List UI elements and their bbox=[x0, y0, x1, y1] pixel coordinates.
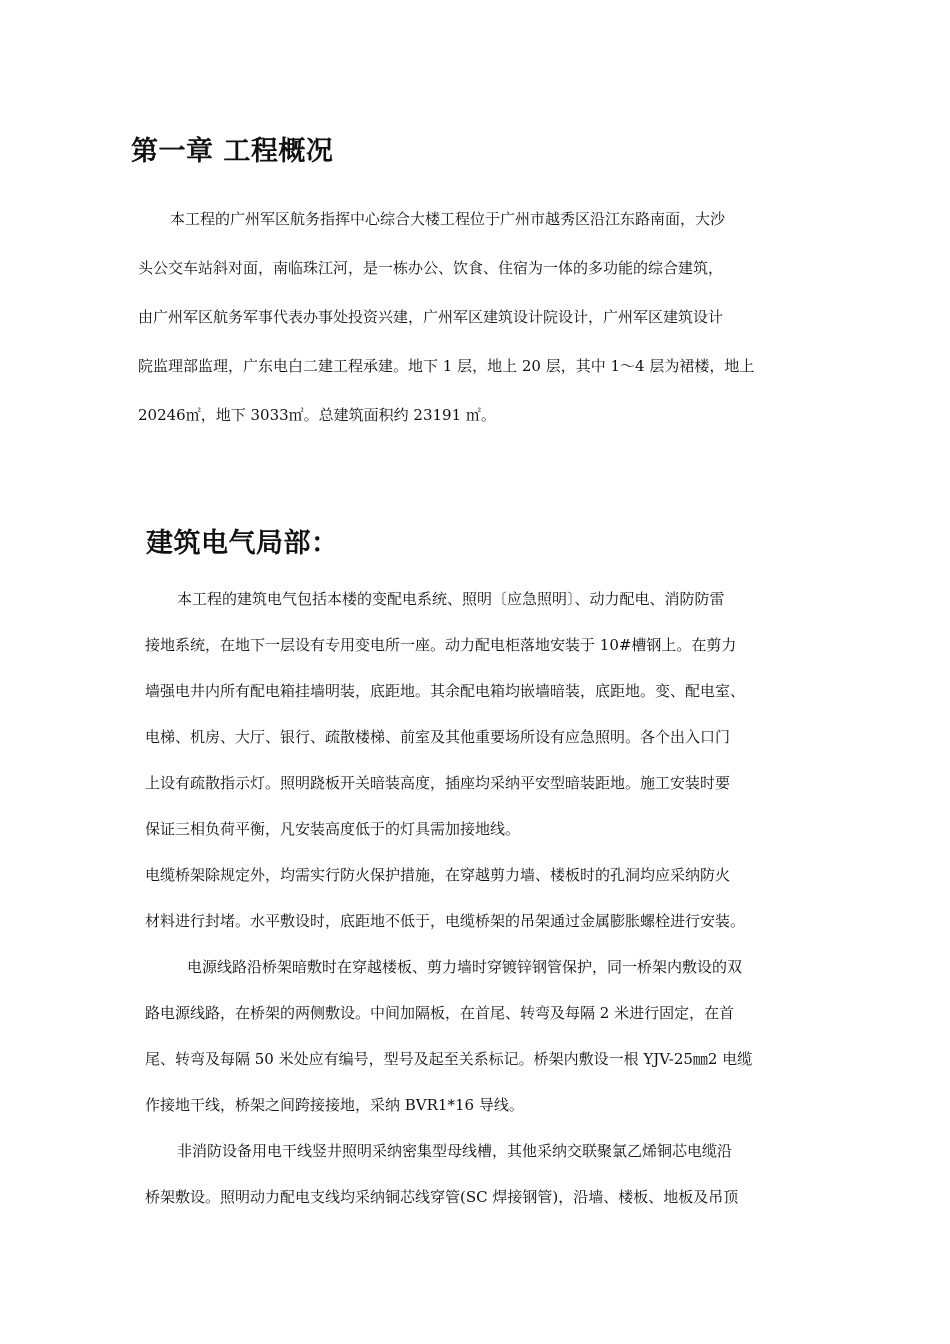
overview-paragraph bbox=[138, 195, 818, 440]
electrical-line: 材料进行封堵。水平敷设时，底距地不低于，电缆桥架的吊架通过金属膨胀螺栓进行安装。 bbox=[145, 912, 746, 930]
chapter-title: 第一章 工程概况 bbox=[131, 136, 334, 167]
electrical-line: 电缆桥架除规定外，均需实行防火保护措施，在穿越剪力墙、楼板时的孔洞均应采纳防火 bbox=[145, 866, 731, 884]
electrical-line: 上设有疏散指示灯。照明跷板开关暗装高度，插座均采纳平安型暗装距地。施工安装时要 bbox=[145, 774, 731, 792]
overview-line: 头公交车站斜对面，南临珠江河，是一栋办公、饮食、住宿为一体的多功能的综合建筑， bbox=[138, 259, 724, 277]
electrical-line: 电梯、机房、大厅、银行、疏散楼梯、前室及其他重要场所设有应急照明。各个出入口门 bbox=[145, 728, 731, 746]
overview-line: 本工程的广州军区航务指挥中心综合大楼工程位于广州市越秀区沿江东路南面，大沙 bbox=[170, 210, 726, 228]
electrical-line: 本工程的建筑电气包括本楼的变配电系统、照明〔应急照明〕、动力配电、消防防雷 bbox=[177, 590, 725, 608]
overview-line: 院监理部监理，广东电白二建工程承建。地下 1 层，地上 20 层，其中 1～4 层为裙楼，地上 bbox=[138, 357, 755, 375]
electrical-line: 路电源线路，在桥架的两侧敷设。中间加隔板，在首尾、转弯及每隔 2 米进行固定，在首 bbox=[145, 1004, 735, 1022]
electrical-line: 桥架敷设。照明动力配电支线均采纳铜芯线穿管(SC 焊接钢管)，沿墙、楼板、地板及吊顶 bbox=[145, 1188, 739, 1206]
overview-line: 20246㎡，地下 3033㎡。总建筑面积约 23191 ㎡。 bbox=[138, 406, 496, 424]
electrical-line: 作接地干线，桥架之间跨接接地，采纳 BVR1*16 导线。 bbox=[145, 1096, 524, 1114]
electrical-line: 保证三相负荷平衡，凡安装高度低于的灯具需加接地线。 bbox=[145, 820, 521, 838]
section-title: 建筑电气局部： bbox=[146, 528, 339, 559]
electrical-paragraphs bbox=[145, 576, 825, 1220]
electrical-line: 尾、转弯及每隔 50 米处应有编号，型号及起至关系标记。桥架内敷设一根 YJV-25㎜2 电缆 bbox=[145, 1050, 753, 1068]
electrical-line: 非消防设备用电干线竖井照明采纳密集型母线槽，其他采纳交联聚氯乙烯铜芯电缆沿 bbox=[177, 1142, 733, 1160]
electrical-line: 墙强电井内所有配电箱挂墙明装，底距地。其余配电箱均嵌墙暗装，底距地。变、配电室、 bbox=[145, 682, 746, 700]
electrical-line: 接地系统，在地下一层设有专用变电所一座。动力配电柜落地安装于 10#槽钢上。在剪力 bbox=[145, 636, 737, 654]
overview-line: 由广州军区航务军事代表办事处投资兴建，广州军区建筑设计院设计，广州军区建筑设计 bbox=[138, 308, 724, 326]
electrical-line: 电源线路沿桥架暗敷时在穿越楼板、剪力墙时穿镀锌钢管保护，同一桥架内敷设的双 bbox=[187, 958, 743, 976]
